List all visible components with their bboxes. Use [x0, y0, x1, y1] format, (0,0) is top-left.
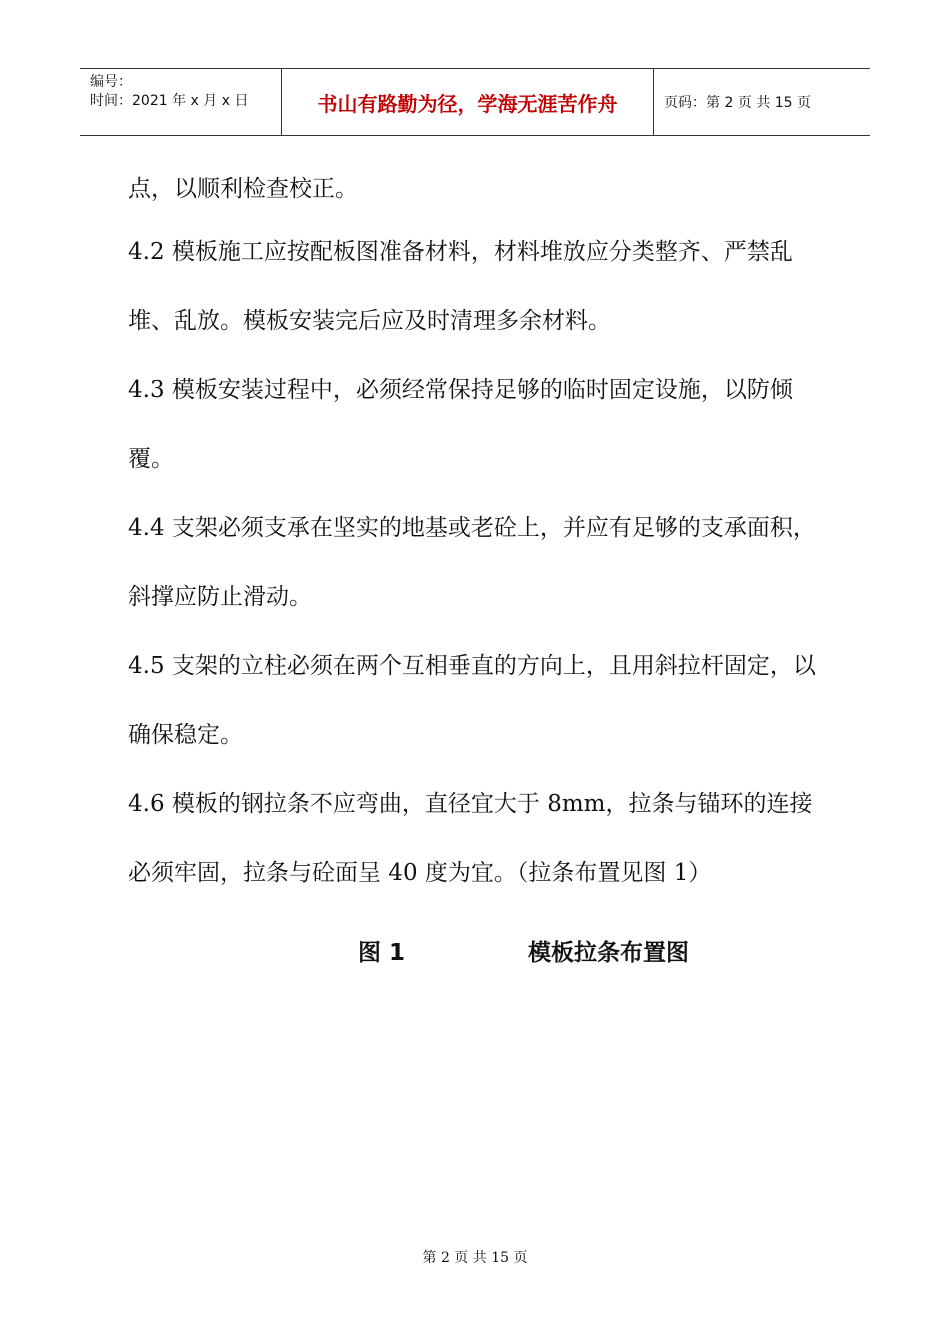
paragraph: 点，以顺利检查校正。	[128, 176, 358, 202]
document-date: 时间：2021 年 x 月 x 日	[90, 93, 249, 109]
paragraph: 4.3 模板安装过程中，必须经常保持足够的临时固定设施，以防倾覆。	[128, 377, 793, 472]
paragraph: 4.4 支架必须支承在坚实的地基或老砼上，并应有足够的支承面积，斜撑应防止滑动。	[128, 515, 816, 610]
figure-caption	[0, 928, 950, 968]
header-meta	[80, 69, 282, 135]
page-footer: 第 2 页 共 15 页	[422, 1250, 528, 1266]
document-body	[128, 166, 828, 908]
figure-title: 模板拉条布置图	[528, 940, 689, 966]
paragraph: 4.5 支架的立柱必须在两个互相垂直的方向上，且用斜拉杆固定，以确保稳定。	[128, 653, 816, 748]
page-header	[80, 68, 870, 136]
document-number-label: 编号：	[90, 74, 132, 90]
header-page-info: 页码：第 2 页 共 15 页	[664, 95, 811, 111]
paragraph: 4.6 模板的钢拉条不应弯曲，直径宜大于 8mm，拉条与锚环的连接必须牢固，拉条与砼面呈 40 度为宜。（拉条布置见图 1）	[128, 791, 813, 886]
header-motto: 书山有路勤为径，学海无涯苦作舟	[282, 69, 654, 135]
paragraph: 4.2 模板施工应按配板图准备材料，材料堆放应分类整齐、严禁乱堆、乱放。模板安装完后应及时清理多余材料。	[128, 239, 793, 334]
figure-number: 图 1	[358, 940, 406, 966]
